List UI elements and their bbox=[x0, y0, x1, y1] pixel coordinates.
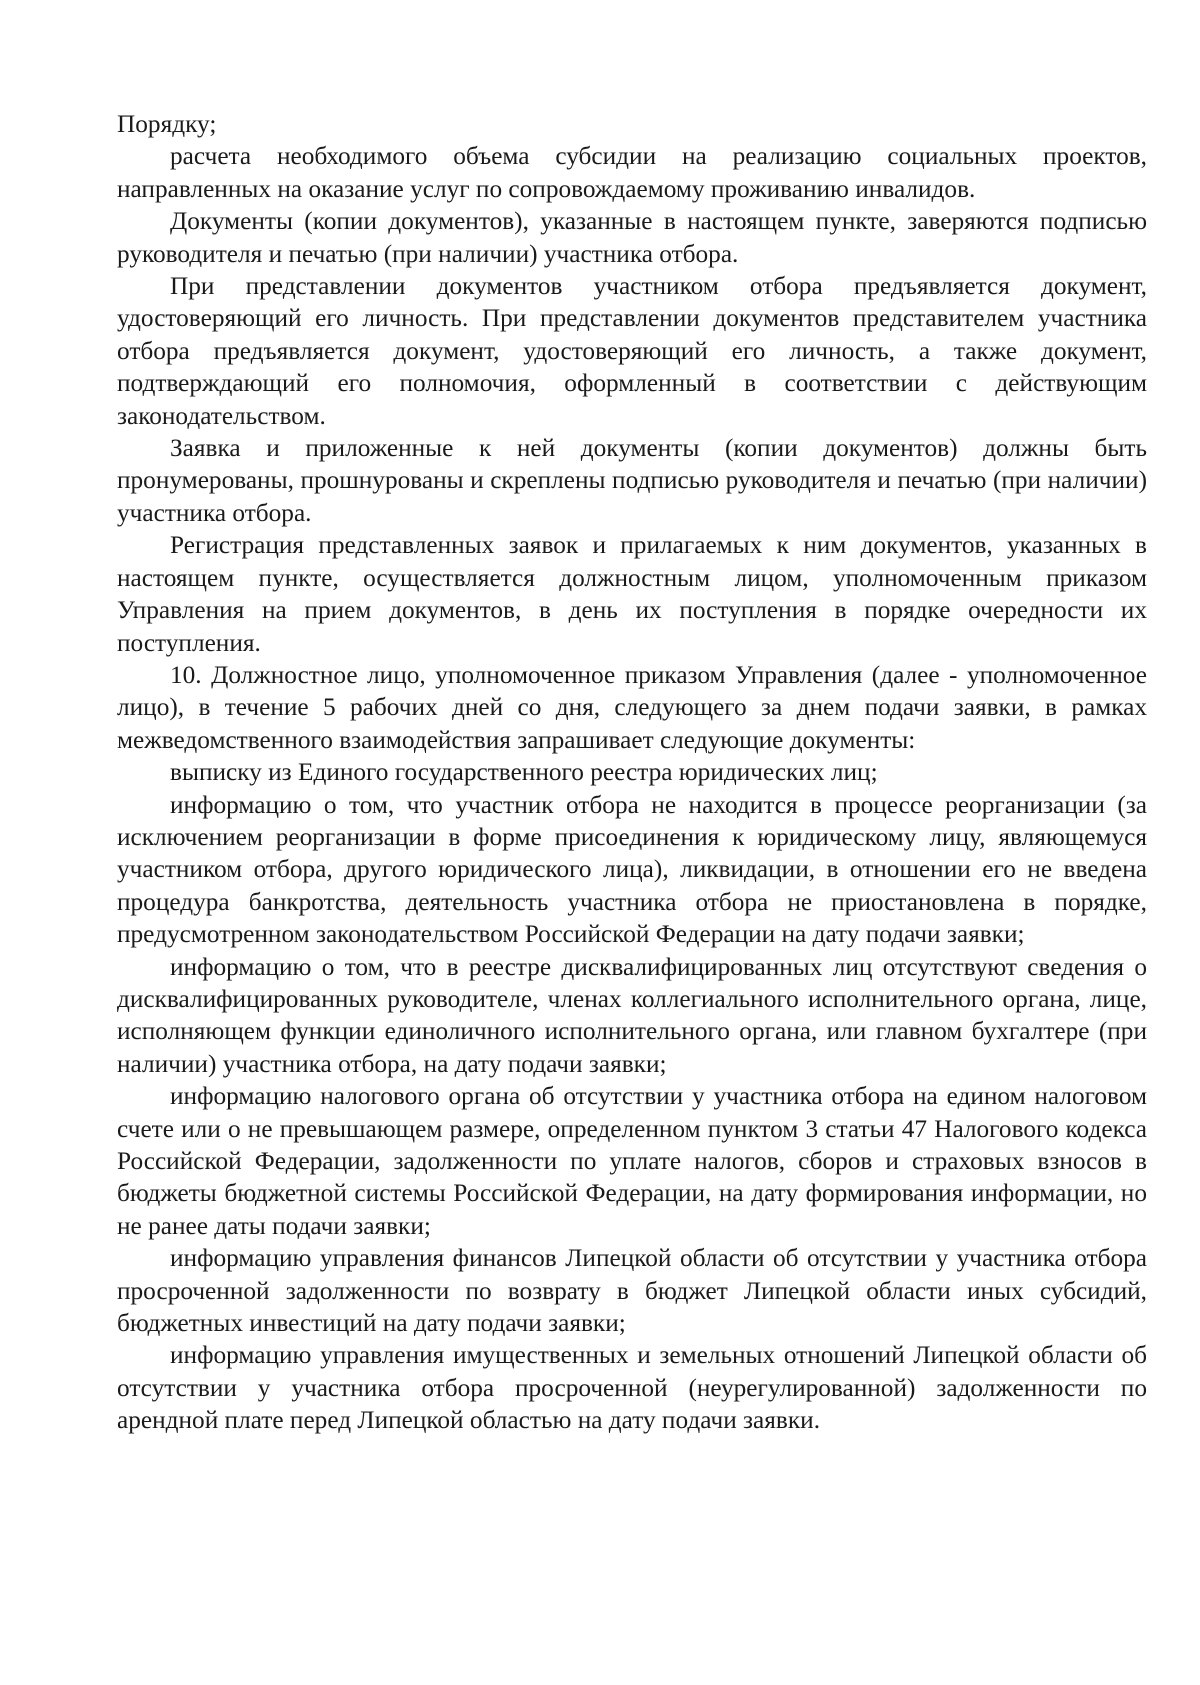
paragraph-application-binding: Заявка и приложенные к ней документы (копии документов) должны быть пронумерованы, прошнурованы и скреплены подписью руководителя и печатью (при наличии) участника отбора. bbox=[117, 434, 1147, 527]
paragraph-registry-extract: выписку из Единого государственного реестра юридических лиц; bbox=[170, 758, 878, 787]
paragraph-tax-authority: информацию налогового органа об отсутствии у участника отбора на едином налоговом счете или о не превышающем размере, определенном пунктом 3 статьи 47 Налогового кодекса Российской Федерации, задолженности по уплате налогов, сборов и страховых взносов в бюджеты бюджетной системы Российской Федерации, на дату формирования информации, но не ранее даты подачи заявки; bbox=[117, 1082, 1147, 1240]
paragraph-disqualified-persons: информацию о том, что в реестре дисквалифицированных лиц отсутствуют сведения о дисквалифицированных руководителе, членах коллегиального исполнительного органа, лице, исполняющем функции единоличного исполнительного органа, или главном бухгалтере (при наличии) участника отбора, на дату подачи заявки; bbox=[117, 952, 1147, 1078]
paragraph-item-10: 10. Должностное лицо, уполномоченное приказом Управления (далее - уполномоченное лицо), в течение 5 рабочих дней со дня, следующего за днем подачи заявки, в рамках межведомственного взаимодействия запрашивает следующие документы: bbox=[117, 660, 1147, 754]
paragraph-registration: Регистрация представленных заявок и прилагаемых к ним документов, указанных в настоящем пункте, осуществляется должностным лицом, уполномоченным приказом Управления на прием документов, в день их поступления в порядке очередности их поступления. bbox=[117, 531, 1147, 657]
paragraph-subsidy-calculation: расчета необходимого объема субсидии на реализацию социальных проектов, направленных на оказание услуг по сопровождаемому проживанию инвалидов. bbox=[117, 142, 1147, 203]
paragraph-property-department: информацию управления имущественных и земельных отношений Липецкой области об отсутствии у участника отбора просроченной (неурегулированной) задолженности по арендной плате перед Липецкой областью на дату подачи заявки. bbox=[117, 1341, 1147, 1435]
paragraph-continuation: Порядку; bbox=[117, 110, 217, 138]
paragraph-finance-department: информацию управления финансов Липецкой области об отсутствии у участника отбора просроченной задолженности по возврату в бюджет Липецкой области иных субсидий, бюджетных инвестиций на дату подачи заявки; bbox=[117, 1244, 1147, 1338]
paragraph-document-certification: Документы (копии документов), указанные в настоящем пункте, заверяются подписью руководителя и печатью (при наличии) участника отбора. bbox=[117, 207, 1147, 268]
document-body bbox=[117, 108, 1147, 1437]
paragraph-reorganization-info: информацию о том, что участник отбора не находится в процессе реорганизации (за исключением реорганизации в форме присоединения к юридическому лицу, являющемуся участником отбора, другого юридического лица), ликвидации, в отношении его не введена процедура банкротства, деятельность участника отбора не приостановлена в порядке, предусмотренном законодательством Российской Федерации на дату подачи заявки; bbox=[117, 790, 1147, 949]
paragraph-identity-documents: При представлении документов участником отбора предъявляется документ, удостоверяющий его личность. При представлении документов представителем участника отбора предъявляется документ, удостоверяющий его личность, а также документ, подтверждающий его полномочия, оформленный в соответствии с действующим законодательством. bbox=[117, 272, 1147, 430]
